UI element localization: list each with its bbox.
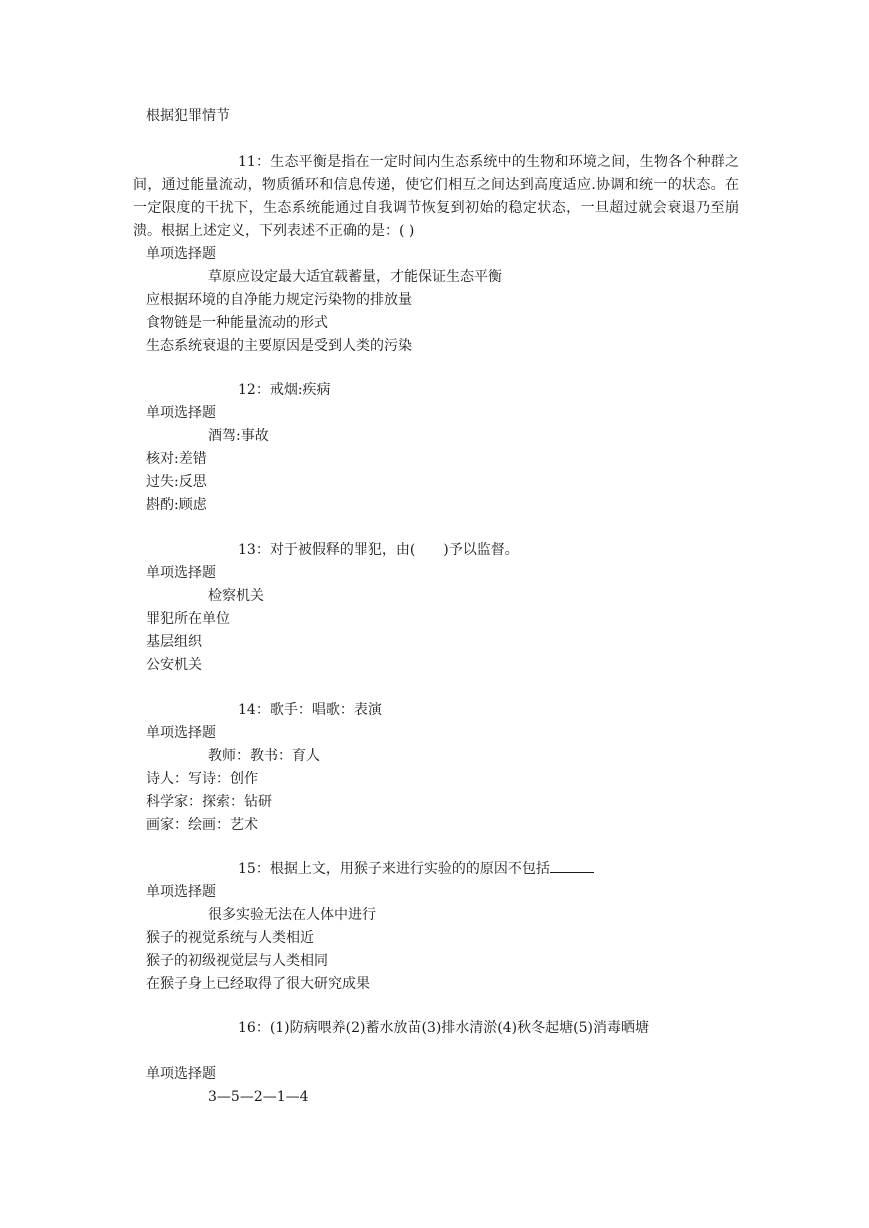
question-12-option-d: 斟酌:顾虑: [146, 497, 207, 513]
question-12-stem: 12：戒烟:疾病: [238, 382, 331, 398]
question-15-option-a: 很多实验无法在人体中进行: [208, 907, 376, 923]
question-15-option-c: 猴子的初级视觉层与人类相同: [146, 953, 328, 969]
question-13-option-c: 基层组织: [146, 634, 202, 650]
question-12-option-b: 核对:差错: [146, 451, 207, 467]
question-16-type: 单项选择题: [146, 1066, 216, 1082]
question-14-type: 单项选择题: [146, 725, 216, 741]
question-16-option-a: 3—5—2—1—4: [208, 1089, 309, 1105]
answer-blank: [550, 858, 594, 873]
question-15-option-b: 猴子的视觉系统与人类相近: [146, 930, 314, 946]
question-15-stem: 15：根据上文，用猴子来进行实验的的原因不包括: [238, 861, 550, 877]
question-15-type: 单项选择题: [146, 884, 216, 900]
question-11-option-b: 应根据环境的自净能力规定污染物的排放量: [146, 292, 412, 308]
question-13-option-a: 检察机关: [208, 588, 264, 604]
question-15-option-d: 在猴子身上已经取得了很大研究成果: [146, 976, 370, 992]
question-12-option-a: 酒驾:事故: [208, 428, 269, 444]
question-14-option-d: 画家：绘画：艺术: [146, 817, 258, 833]
question-13-option-b: 罪犯所在单位: [146, 611, 230, 627]
question-12-option-c: 过失:反思: [146, 474, 207, 490]
question-14-stem: 14：歌手：唱歌：表演: [238, 702, 382, 718]
intro-text: 根据犯罪情节: [146, 108, 230, 124]
question-13-type: 单项选择题: [146, 565, 216, 581]
question-11-type: 单项选择题: [146, 246, 216, 262]
question-12-type: 单项选择题: [146, 405, 216, 421]
question-16-stem: 16：(1)防病喂养(2)蓄水放苗(3)排水清淤(4)秋冬起塘(5)消毒晒塘: [238, 1020, 649, 1036]
question-15-stem-wrap: [238, 858, 594, 881]
question-11-option-a: 草原应设定最大适宜载蓄量，才能保证生态平衡: [208, 269, 502, 285]
question-14-option-b: 诗人：写诗：创作: [146, 771, 258, 787]
question-11-option-d: 生态系统衰退的主要原因是受到人类的污染: [146, 338, 412, 354]
question-14-option-a: 教师：教书：育人: [208, 748, 320, 764]
question-13-stem: 13：对于被假释的罪犯，由( )予以监督。: [238, 542, 519, 558]
question-13-option-d: 公安机关: [146, 657, 202, 673]
question-11-stem: 11：生态平衡是指在一定时间内生态系统中的生物和环境之间，生物各个种群之间，通过能量流动，物质循环和信息传递，使它们相互之间达到高度适应.协调和统一的状态。在一定限度的干扰下，生态系统能通过自我调节恢复到初始的稳定状态，一旦超过就会衰退乃至崩溃。根据上述定义，下列表述不正确的是：( ): [133, 154, 739, 239]
question-14-option-c: 科学家：探索：钻研: [146, 794, 272, 810]
question-11-option-c: 食物链是一种能量流动的形式: [146, 315, 328, 331]
